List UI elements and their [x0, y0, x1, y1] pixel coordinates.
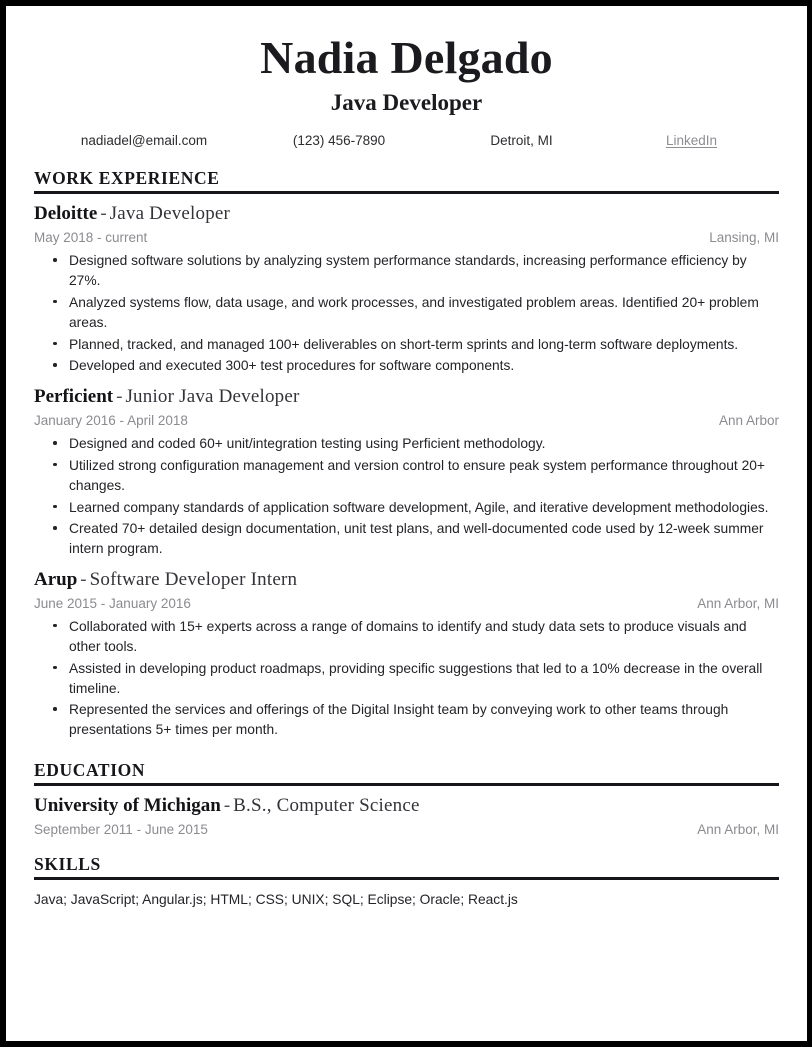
education-entry-meta	[34, 818, 779, 837]
education-entry-dates: September 2011 - June 2015	[34, 821, 208, 837]
work-entry-meta	[34, 592, 779, 611]
contact-phone[interactable]: (123) 456-7890	[292, 133, 386, 149]
bullet-item: Designed software solutions by analyzing system performance standards, increasing performance efficiency by 27%.	[34, 249, 779, 291]
entry-separator: -	[116, 386, 123, 408]
bullet-item: Represented the services and offerings of the Digital Insight team by conveying work to other teams through presentations 5+ times per month.	[34, 698, 779, 740]
entry-separator: -	[100, 203, 107, 225]
bullet-item: Utilized strong configuration management and version control to ensure peak system performance throughout 20+ changes.	[34, 454, 779, 496]
section-heading-education: EDUCATION	[34, 760, 146, 781]
skills-list: Java; JavaScript; Angular.js; HTML; CSS; UNIX; SQL; Eclipse; Oracle; React.js	[34, 892, 518, 908]
work-entry-bullets	[34, 428, 779, 559]
work-entry-heading	[34, 568, 779, 592]
section-education	[34, 740, 779, 837]
education-entry-school: University of Michigan	[34, 795, 221, 817]
page-title: Nadia Delgado	[260, 32, 553, 83]
work-entry-bullets	[34, 245, 779, 376]
work-entry-dates: June 2015 - January 2016	[34, 595, 191, 611]
work-entry-meta	[34, 409, 779, 428]
contact-location: Detroit, MI	[490, 133, 553, 149]
contact-linkedin-link[interactable]	[612, 133, 772, 148]
education-entry	[34, 786, 779, 837]
entry-separator: -	[80, 569, 87, 591]
work-entry-meta	[34, 226, 779, 245]
work-entry-role: Java Developer	[109, 203, 231, 225]
section-work-experience	[34, 148, 779, 740]
work-entry-role: Junior Java Developer	[125, 386, 300, 408]
contact-email[interactable]: nadiadel@email.com	[80, 133, 208, 149]
bullet-item: Collaborated with 15+ experts across a range of domains to identify and study data sets to produce visuals and other tools.	[34, 615, 779, 657]
work-entry	[34, 376, 779, 559]
entry-separator: -	[223, 795, 231, 817]
resume-sheet	[6, 6, 807, 1041]
contact-row	[34, 116, 779, 148]
work-entry-company: Deloitte	[34, 203, 98, 225]
bullet-item: Assisted in developing product roadmaps, providing specific suggestions that led to a 10% decrease in the overall timeline.	[34, 657, 779, 699]
education-entry-heading	[34, 794, 779, 818]
bullet-item: Planned, tracked, and managed 100+ deliverables on short-term sprints and long-term software deployments.	[34, 333, 779, 355]
work-entry-location: Ann Arbor	[718, 413, 779, 429]
bullet-item: Analyzed systems flow, data usage, and work processes, and investigated problem areas. Identified 20+ problem areas.	[34, 291, 779, 333]
education-entry-degree: B.S., Computer Science	[233, 795, 420, 817]
resume-header	[34, 6, 779, 148]
work-entry-company: Arup	[34, 569, 78, 591]
work-entry-bullets	[34, 611, 779, 740]
work-entry-location: Ann Arbor, MI	[697, 595, 779, 611]
bullet-item: Learned company standards of application software development, Agile, and iterative development methodologies.	[34, 496, 779, 518]
work-entry-heading	[34, 385, 779, 409]
bullet-item: Developed and executed 300+ test procedures for software components.	[34, 354, 779, 376]
work-entry-company: Perficient	[34, 386, 114, 408]
linkedin-link-label: LinkedIn	[665, 133, 718, 149]
bullet-item: Designed and coded 60+ unit/integration testing using Perficient methodology.	[34, 432, 779, 454]
education-entry-location: Ann Arbor, MI	[697, 821, 779, 837]
work-entry-dates: January 2016 - April 2018	[34, 413, 188, 429]
section-heading-skills: SKILLS	[34, 853, 101, 874]
work-entry-dates: May 2018 - current	[34, 230, 148, 246]
section-heading-work: WORK EXPERIENCE	[34, 168, 220, 189]
section-skills	[34, 837, 779, 910]
work-entry	[34, 559, 779, 740]
headline-job-title: Java Developer	[330, 89, 483, 115]
bullet-item: Created 70+ detailed design documentation, unit test plans, and well-documented code used by 12-week summer intern program.	[34, 517, 779, 559]
work-entry-role: Software Developer Intern	[89, 569, 298, 591]
work-entry	[34, 194, 779, 376]
work-entry-heading	[34, 202, 779, 226]
work-entry-location: Lansing, MI	[709, 230, 779, 246]
